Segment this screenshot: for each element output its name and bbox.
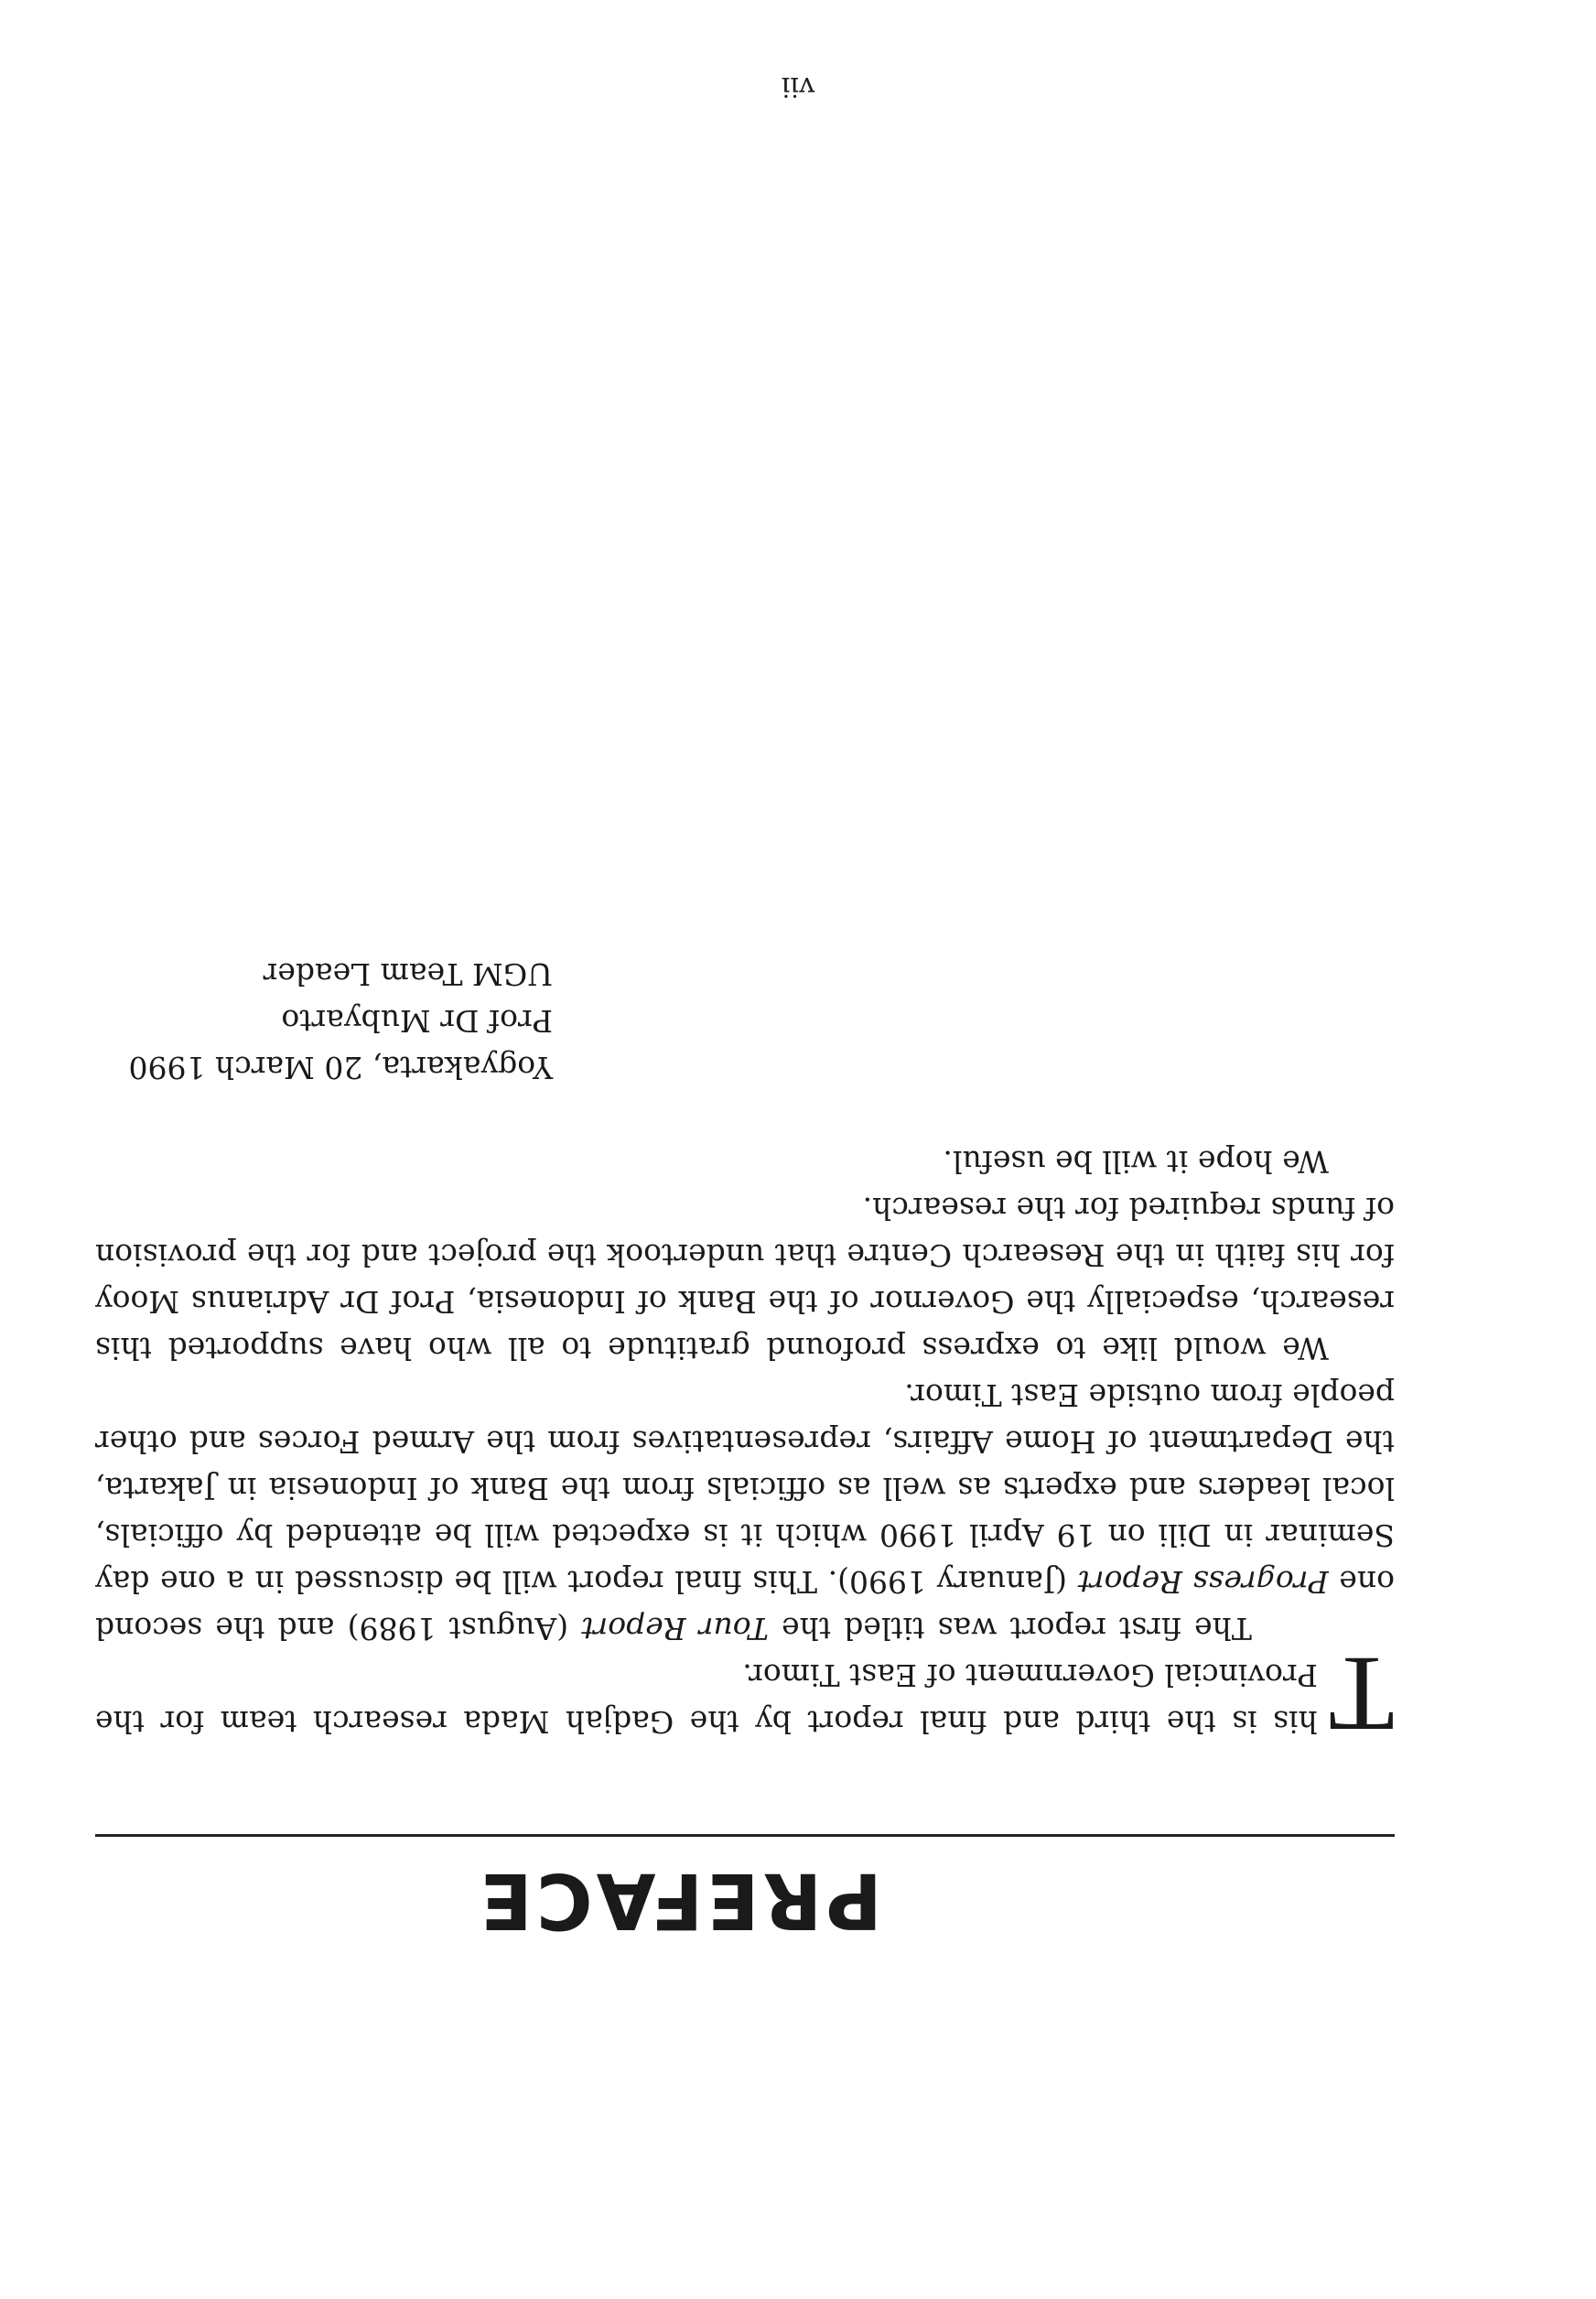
paragraph-reports-text-a: The first report was titled the [769,1611,1252,1646]
paragraph-reports-text-b: (August 1989) and the second one [95,1564,1395,1646]
signature-role: UGM Team Leader [263,956,553,992]
drop-cap: T [1328,1635,1395,1754]
paragraph-intro [95,1635,1395,1754]
paragraph-intro-text: his is the third and final report by the Gadjah Mada research team for the Provincial Government of East Timor. [95,1657,1318,1740]
signature-block [128,951,553,1091]
paragraph-reports-text-c: (January 1990). This final report will be discussed in a one day Seminar in Dili on 19 April 1990 which it is expected will be attended by officials, local leaders and experts as well as officials from the Bank of Indonesia in Jakarta, the Department of Home Affairs, representatives from the Armed Forces and other people from outside East Timor. [95,1377,1395,1600]
report-title-tour: Tour Report [581,1611,770,1646]
preface-body [95,1139,1395,1754]
report-title-progress: Progress Report [1077,1564,1329,1600]
signature-name: Prof Dr Mubyarto [281,1003,553,1039]
paragraph-reports [95,1372,1395,1652]
page-title: PREFACE [476,1856,882,1946]
paragraph-closing: We hope it will be useful. [943,1144,1329,1180]
paragraph-gratitude: We would like to express profound gratitude to all who have supported this research, especially the Governor of the Bank of Indonesia, Prof Dr Adrianus Mooy for his faith in the Research Centre that undertook the project and for the provision of funds required for the research. [95,1191,1395,1366]
heading-rule [95,1834,1395,1837]
page-number: vii [781,70,815,103]
signature-place-date: Yogyakarta, 20 March 1990 [128,1050,553,1085]
